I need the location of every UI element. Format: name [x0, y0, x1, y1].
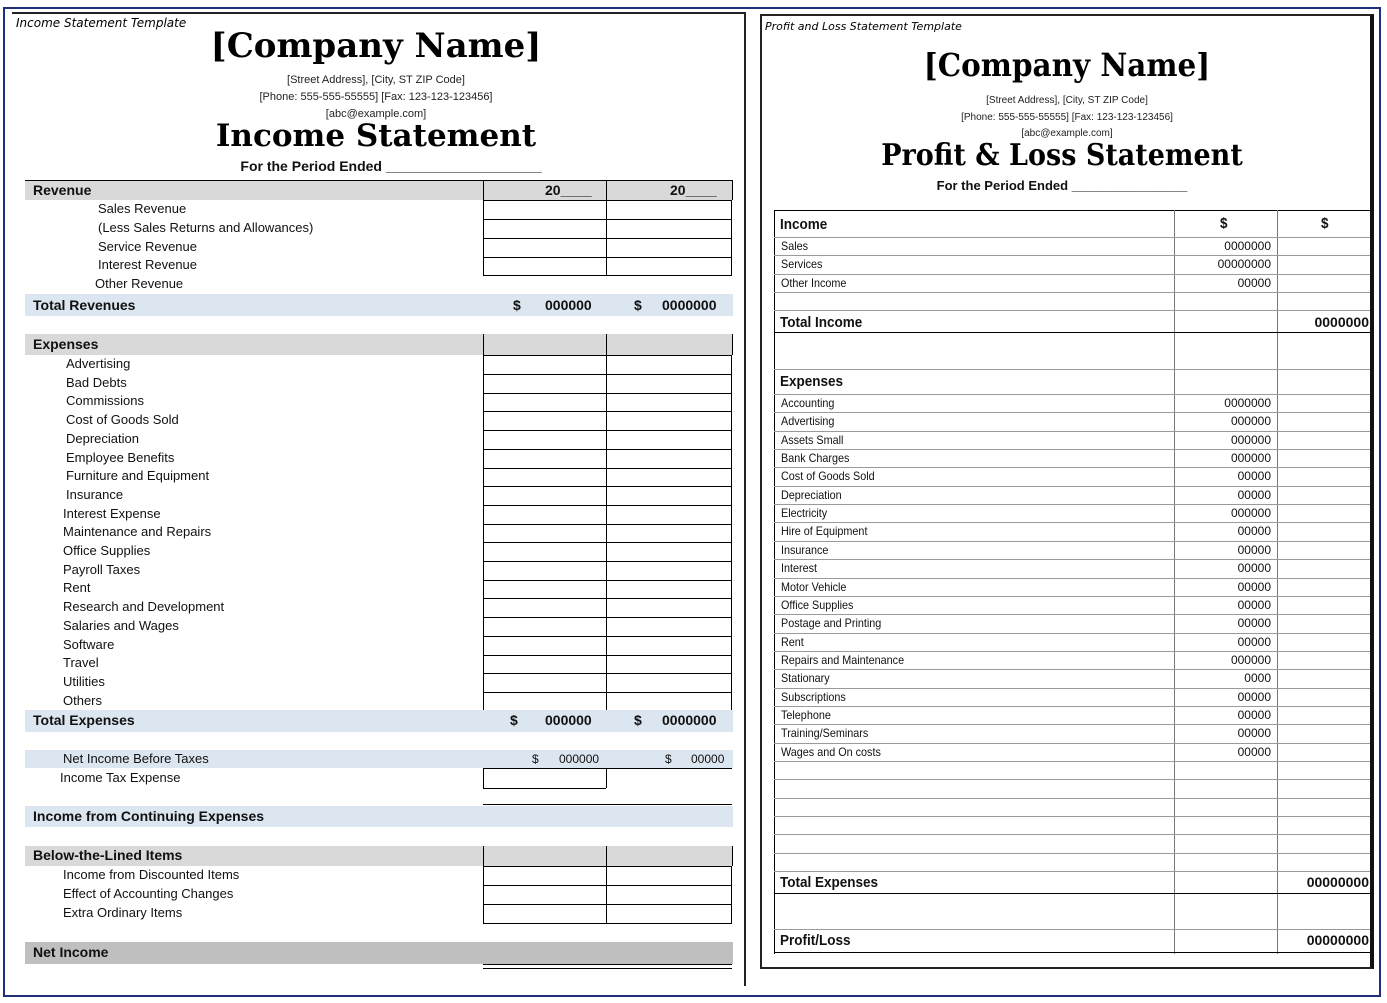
row-rule	[774, 255, 1372, 256]
expense-item-col2-cell[interactable]	[606, 431, 732, 450]
row-rule	[774, 578, 1372, 579]
income-item-value[interactable]: 0000000	[1224, 239, 1271, 253]
revenue-item-col2-cell[interactable]	[606, 257, 732, 276]
expense-item-col1-cell[interactable]	[483, 468, 607, 487]
total-expenses-label: Total Expenses	[780, 874, 879, 891]
total-revenues-col1[interactable]: 000000	[545, 297, 592, 313]
expense-item-label: Subscriptions	[781, 689, 846, 704]
revenue-header: Revenue	[33, 182, 92, 198]
expense-item-value[interactable]: 00000	[1237, 726, 1271, 741]
expense-item-col2-cell[interactable]	[606, 375, 732, 394]
total-income-rule	[774, 332, 1372, 333]
row-rule	[774, 761, 1372, 762]
net-income-band	[25, 942, 733, 964]
profit-loss-template	[760, 14, 1374, 969]
expense-item: Furniture and Equipment	[66, 468, 210, 484]
expense-item-label: Bank Charges	[781, 451, 850, 466]
below-line-header: Below-the-Lined Items	[33, 847, 183, 863]
profit-loss-value[interactable]: 00000000	[1306, 932, 1369, 948]
expenses-col-divider	[732, 334, 733, 355]
row-rule	[774, 779, 1372, 780]
expense-item-label: Interest	[781, 561, 818, 576]
row-rule	[774, 853, 1372, 854]
row-rule	[774, 871, 1372, 872]
company-phone[interactable]: [Phone: 555-555-55555] [Fax: 123-123-123456]	[259, 91, 493, 103]
expense-item-col1-cell[interactable]	[483, 543, 607, 562]
expense-item-col1-cell[interactable]	[483, 506, 607, 525]
total-expenses-currency-col1: $	[510, 712, 518, 728]
net-before-taxes-label: Net Income Before Taxes	[63, 751, 209, 766]
revenue-item: (Less Sales Returns and Allowances)	[98, 219, 314, 235]
row-rule	[774, 688, 1372, 689]
row-rule	[774, 929, 1372, 930]
expense-item: Bad Debts	[66, 374, 127, 390]
company-phone[interactable]: [Phone: 555-555-55555] [Fax: 123-123-123456]	[961, 112, 1173, 123]
expense-item: Office Supplies	[63, 543, 151, 558]
expense-item-value[interactable]: 0000000	[1224, 396, 1271, 410]
row-rule	[774, 467, 1372, 468]
row-rule	[774, 522, 1372, 523]
continuing-label: Income from Continuing Expenses	[33, 808, 265, 824]
net-before-taxes-rule	[483, 768, 732, 769]
expense-item: Utilities	[63, 673, 105, 689]
total-expenses-label: Total Expenses	[33, 712, 135, 728]
expense-item-col2-cell[interactable]	[606, 693, 732, 712]
net-income-rule	[483, 964, 732, 965]
income-statement-template	[12, 12, 746, 986]
revenue-item: Service Revenue	[98, 238, 197, 254]
total-revenues-currency-col1: $	[513, 297, 521, 313]
expense-item-col2-cell[interactable]	[606, 655, 732, 674]
total-revenues-label: Total Revenues	[33, 297, 136, 313]
expense-item-col2-cell[interactable]	[606, 468, 732, 487]
expense-item: Salaries and Wages	[63, 617, 179, 633]
revenue-col-divider	[732, 180, 733, 200]
expense-item-col2-cell[interactable]	[606, 356, 732, 375]
row-rule	[774, 651, 1372, 652]
expense-item-col1-cell[interactable]	[483, 431, 607, 450]
expense-item-value[interactable]: 00000	[1237, 469, 1271, 484]
template-tag: Income Statement Template	[16, 16, 187, 30]
below-line-item: Extra Ordinary Items	[63, 905, 183, 920]
expense-item-col2-cell[interactable]	[606, 393, 732, 412]
expense-item: Payroll Taxes	[63, 561, 141, 577]
expense-item-value[interactable]: 00000	[1237, 707, 1271, 722]
row-rule	[774, 449, 1372, 450]
row-rule	[774, 431, 1372, 432]
expense-item: Research and Development	[63, 599, 225, 615]
revenue-col-divider	[606, 180, 607, 200]
row-rule	[774, 274, 1372, 275]
net-before-taxes-currency-col1: $	[532, 752, 539, 766]
expense-item: Commissions	[66, 393, 145, 409]
row-rule	[774, 369, 1372, 370]
income-header: Income	[780, 216, 828, 233]
expense-item-value[interactable]: 000000	[1230, 652, 1271, 667]
expense-item: Insurance	[66, 486, 124, 502]
revenue-col-divider	[483, 180, 484, 200]
revenue-top-rule	[25, 180, 733, 181]
expense-item-col1-cell[interactable]	[483, 637, 607, 656]
expense-item-col1-cell[interactable]	[483, 412, 607, 431]
below-line-item-col2-cell[interactable]	[606, 867, 732, 886]
below-line-item-col2-cell[interactable]	[606, 905, 732, 924]
expense-item: Interest Expense	[63, 505, 161, 521]
expense-item-col1-cell[interactable]	[483, 487, 607, 506]
expense-item-value[interactable]: 00000	[1237, 561, 1271, 576]
income-currency-col1: $	[1220, 215, 1228, 232]
revenue-item-col2-cell[interactable]	[606, 239, 732, 258]
company-name[interactable]: [Company Name]	[923, 46, 1211, 84]
expense-item-col2-cell[interactable]	[606, 506, 732, 525]
expense-item: Cost of Goods Sold	[66, 412, 179, 428]
expense-item-value[interactable]: 000000	[1230, 506, 1271, 521]
expense-item: Software	[63, 636, 115, 652]
total-income-label: Total Income	[780, 314, 863, 331]
expense-item-col1-cell[interactable]	[483, 599, 607, 618]
revenue-header-band	[25, 180, 733, 200]
row-rule	[774, 724, 1372, 725]
total-income-value[interactable]: 0000000	[1314, 314, 1369, 330]
expense-item-value[interactable]: 00000	[1237, 616, 1271, 631]
below-line-item-col1-cell[interactable]	[483, 886, 607, 905]
below-line-item-col1-cell[interactable]	[483, 867, 607, 886]
revenue-item-col1-cell[interactable]	[483, 201, 607, 220]
expense-item-label: Rent	[781, 634, 804, 649]
expense-item-label: Motor Vehicle	[781, 579, 847, 594]
total-expenses-col2[interactable]: 0000000	[662, 712, 717, 728]
below-line-divider	[606, 846, 607, 866]
expense-item-label: Postage and Printing	[781, 616, 882, 631]
revenue-item-col1-cell[interactable]	[483, 239, 607, 258]
income-tax-rule	[483, 788, 606, 789]
total-revenues-currency-col2: $	[634, 297, 642, 313]
expenses-header-band	[25, 334, 733, 355]
net-before-taxes-col1[interactable]: 000000	[559, 752, 600, 766]
expense-item-value[interactable]: 00000	[1237, 487, 1271, 502]
income-currency-col2: $	[1321, 215, 1329, 232]
expense-item-label: Accounting	[781, 396, 835, 410]
row-rule	[774, 706, 1372, 707]
expense-item-col1-cell[interactable]	[483, 393, 607, 412]
expense-item-col1-cell[interactable]	[483, 580, 607, 599]
expense-item-col2-cell[interactable]	[606, 450, 732, 469]
expense-item-col2-cell[interactable]	[606, 637, 732, 656]
expense-item-col1-cell[interactable]	[483, 693, 607, 712]
net-income-label: Net Income	[33, 944, 109, 960]
row-rule	[774, 614, 1372, 615]
expenses-col-divider	[606, 334, 607, 355]
expense-item-value[interactable]: 00000	[1237, 744, 1271, 759]
below-line-divider	[483, 846, 484, 866]
row-rule	[774, 486, 1372, 487]
expense-item-value[interactable]: 0000	[1244, 671, 1271, 686]
expense-item: Others	[63, 692, 103, 708]
expense-item-col2-cell[interactable]	[606, 599, 732, 618]
expense-item-value[interactable]: 00000	[1237, 597, 1271, 612]
expense-item-value[interactable]: 00000	[1237, 579, 1271, 594]
expense-item-col1-cell[interactable]	[483, 375, 607, 394]
table-left-border	[774, 210, 775, 954]
revenue-year-col2[interactable]: 20____	[670, 182, 717, 198]
table-top-rule	[774, 210, 1372, 211]
company-email[interactable]: [abc@example.com]	[325, 108, 427, 120]
row-rule	[774, 743, 1372, 744]
row-rule	[774, 669, 1372, 670]
expense-item-value[interactable]: 00000	[1237, 689, 1271, 704]
expense-item-col2-cell[interactable]	[606, 562, 732, 581]
total-expenses-rule	[774, 893, 1372, 894]
expense-item-label: Electricity	[781, 506, 828, 521]
expense-item-value[interactable]: 000000	[1230, 432, 1271, 447]
row-rule	[774, 237, 1372, 238]
profit-loss-label: Profit/Loss	[780, 932, 851, 949]
expense-item-col1-cell[interactable]	[483, 618, 607, 637]
template-tag: Profit and Loss Statement Template	[765, 20, 962, 33]
income-item-label: Services	[781, 257, 823, 272]
expense-item-value[interactable]: 000000	[1230, 414, 1271, 429]
expense-item-col2-cell[interactable]	[606, 543, 732, 562]
expenses-col-divider	[483, 334, 484, 355]
revenue-item-col2-cell[interactable]	[606, 201, 732, 220]
income-item-label: Other Income	[781, 275, 847, 290]
company-name[interactable]: [Company Name]	[210, 26, 542, 66]
expense-item-label: Repairs and Maintenance	[781, 652, 905, 667]
period-ended[interactable]: For the Period Ended ________________	[936, 178, 1188, 193]
expense-item-label: Office Supplies	[781, 597, 854, 612]
expense-item-col2-cell[interactable]	[606, 618, 732, 637]
net-before-taxes-col2[interactable]: 00000	[691, 752, 725, 766]
row-rule	[774, 596, 1372, 597]
expense-item-col1-cell[interactable]	[483, 655, 607, 674]
income-item-value[interactable]: 00000000	[1217, 257, 1271, 272]
expense-item-col2-cell[interactable]	[606, 524, 732, 543]
expense-item: Employee Benefits	[66, 449, 175, 465]
company-address[interactable]: [Street Address], [City, ST ZIP Code]	[986, 95, 1148, 106]
row-rule	[774, 394, 1372, 395]
revenue-year-col1[interactable]: 20____	[545, 182, 592, 198]
expenses-header: Expenses	[33, 336, 99, 352]
row-rule	[774, 504, 1372, 505]
expense-item-col1-cell[interactable]	[483, 674, 607, 693]
net-before-taxes-currency-col2: $	[665, 752, 672, 766]
expense-item-col1-cell[interactable]	[483, 524, 607, 543]
period-ended[interactable]: For the Period Ended ____________________	[240, 158, 542, 174]
below-line-divider	[732, 846, 733, 866]
expense-item-col1-cell[interactable]	[483, 356, 607, 375]
expense-item-value[interactable]: 00000	[1237, 634, 1271, 649]
expense-item-label: Wages and On costs	[781, 744, 881, 759]
expense-item-value[interactable]: 000000	[1230, 451, 1271, 466]
profit-loss-rule	[774, 952, 1372, 953]
expense-item: Advertising	[66, 356, 131, 371]
revenue-item-col1-cell[interactable]	[483, 220, 607, 239]
row-rule	[774, 292, 1372, 293]
row-rule	[774, 559, 1372, 560]
expense-item-col1-cell[interactable]	[483, 450, 607, 469]
below-line-item-col1-cell[interactable]	[483, 905, 607, 924]
company-email[interactable]: [abc@example.com]	[1021, 128, 1113, 139]
income-tax-divider	[483, 768, 484, 788]
below-line-item: Effect of Accounting Changes	[63, 886, 234, 901]
row-rule	[774, 541, 1372, 542]
expense-item: Depreciation	[66, 430, 139, 446]
revenue-item-col1-cell[interactable]	[483, 257, 607, 276]
revenue-item-col2-cell[interactable]	[606, 220, 732, 239]
expense-item-col2-cell[interactable]	[606, 674, 732, 693]
row-rule	[774, 412, 1372, 413]
income-tax-divider	[606, 768, 607, 788]
total-expenses-col1[interactable]: 000000	[545, 712, 592, 728]
below-line-item: Income from Discounted Items	[63, 867, 240, 882]
below-line-item-col2-cell[interactable]	[606, 886, 732, 905]
revenue-item: Other Revenue	[95, 276, 184, 292]
expense-item-label: Training/Seminars	[781, 726, 869, 741]
row-rule	[774, 310, 1372, 311]
expense-item-label: Stationary	[781, 671, 830, 686]
expense-item: Travel	[63, 655, 99, 671]
expense-item-label: Depreciation	[781, 487, 842, 502]
expense-item-value[interactable]: 00000	[1237, 542, 1271, 557]
revenue-item: Sales Revenue	[98, 201, 187, 216]
statement-title: Profit & Loss Statement	[881, 138, 1243, 173]
net-income-double-rule	[483, 968, 732, 969]
expense-item-label: Telephone	[781, 707, 831, 722]
company-address[interactable]: [Street Address], [City, ST ZIP Code]	[287, 74, 465, 86]
expense-item-label: Assets Small	[781, 432, 844, 447]
expense-item-label: Advertising	[781, 414, 835, 429]
expense-item-col2-cell[interactable]	[606, 487, 732, 506]
expense-item: Rent	[63, 580, 91, 596]
total-expenses-value[interactable]: 00000000	[1306, 874, 1369, 890]
income-item-label: Sales	[781, 239, 809, 253]
expense-item-col2-cell[interactable]	[606, 580, 732, 599]
statement-title: Income Statement	[215, 118, 537, 154]
expense-item: Maintenance and Repairs	[63, 524, 212, 540]
expense-item-col1-cell[interactable]	[483, 562, 607, 581]
income-item-value[interactable]: 00000	[1237, 275, 1271, 290]
row-rule	[774, 834, 1372, 835]
income-tax-label: Income Tax Expense	[60, 770, 181, 785]
expense-item-col2-cell[interactable]	[606, 412, 732, 431]
total-expenses-currency-col2: $	[634, 712, 642, 728]
expense-item-label: Insurance	[781, 542, 829, 557]
total-revenues-col2[interactable]: 0000000	[662, 297, 717, 313]
row-rule	[774, 633, 1372, 634]
continuing-top-rule	[483, 804, 732, 805]
expense-item-label: Hire of Equipment	[781, 524, 868, 539]
revenue-item: Interest Revenue	[98, 257, 198, 273]
row-rule	[774, 798, 1372, 799]
row-rule	[774, 816, 1372, 817]
expense-item-label: Cost of Goods Sold	[781, 469, 875, 484]
expenses-header: Expenses	[780, 373, 844, 390]
expense-item-value[interactable]: 00000	[1237, 524, 1271, 539]
